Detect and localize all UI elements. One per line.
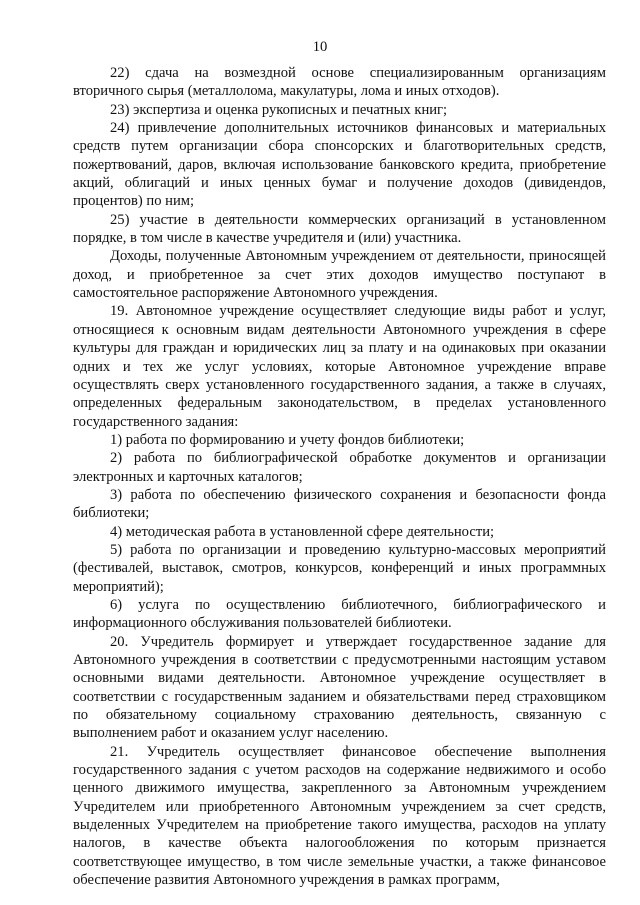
paragraph-clause-19: 19. Автономное учреждение осуществляет следующие виды работ и услуг, относящиеся к основным видам деятельности Автономного учреждения в сфере культуры для граждан и юридических лиц за плату и на одинаковых при оказании одних и тех же услуг условиях, которые Автономное учреждение вправе осуществлять сверх установленного государственного задания, а также в случаях, определенных федеральным законодательством, в пределах установленного государственного задания:: [73, 303, 606, 430]
paragraph-clause-20: 20. Учредитель формирует и утверждает государственное задание для Автономного учреждения в соответствии с предусмотренными настоящим уставом основными видами деятельности. Автономное учреждение осуществляет в соответствии с государственным заданием и обязательствами перед страховщиком по обязательному социальному страхованию деятельность, связанную с выполнением работ и оказанием услуг населению.: [73, 633, 606, 742]
page-number: 10: [312, 39, 328, 55]
paragraph-service-6: 6) услуга по осуществлению библиотечного, библиографического и информационного обслуживания пользователей библиотеки.: [73, 596, 606, 632]
paragraph-item-25: 25) участие в деятельности коммерческих организаций в установленном порядке, в том числе в качестве учредителя и (или) участника.: [73, 211, 606, 247]
paragraph-item-23: 23) экспертиза и оценка рукописных и печатных книг;: [110, 101, 448, 118]
paragraph-service-2: 2) работа по библиографической обработке документов и организации электронных и карточных каталогов;: [73, 450, 606, 485]
paragraph-income: Доходы, полученные Автономным учреждением от деятельности, приносящей доход, и приобретенное за счет этих доходов имущество поступают в самостоятельное распоряжение Автономного учреждения.: [73, 248, 606, 302]
paragraph-item-22: 22) сдача на возмездной основе специализированным организациям вторичного сырья (металлолома, макулатуры, лома и иных отходов).: [73, 65, 606, 100]
document-body: [73, 64, 606, 889]
paragraph-item-24: 24) привлечение дополнительных источников финансовых и материальных средств путем организации сбора спонсорских и благотворительных средств, пожертвований, даров, включая использование банковского кредита, приобретение акций, облигаций и иных ценных бумаг и получение доходов (дивидендов, процентов) по ним;: [73, 120, 606, 210]
paragraph-service-1: 1) работа по формированию и учету фондов библиотеки;: [110, 431, 465, 448]
paragraph-service-4: 4) методическая работа в установленной сфере деятельности;: [110, 523, 495, 540]
paragraph-clause-21: 21. Учредитель осуществляет финансовое обеспечение выполнения государственного задания с учетом расходов на содержание недвижимого и особо ценного движимого имущества, закрепленного за Автономным учреждением Учредителем или приобретенного Автономным учреждением за счет средств, выделенных Учредителем на приобретение такого имущества, расходов на уплату налогов, в качестве объекта налогообложения по которым признается соответствующее имущество, в том числе земельные участки, а также финансовое обеспечение развития Автономного учреждения в рамках программ,: [73, 743, 606, 889]
paragraph-service-5: 5) работа по организации и проведению культурно-массовых мероприятий (фестивалей, выставок, смотров, конкурсов, конференций и иных программных мероприятий);: [73, 541, 606, 595]
paragraph-service-3: 3) работа по обеспечению физического сохранения и безопасности фонда библиотеки;: [73, 486, 606, 522]
